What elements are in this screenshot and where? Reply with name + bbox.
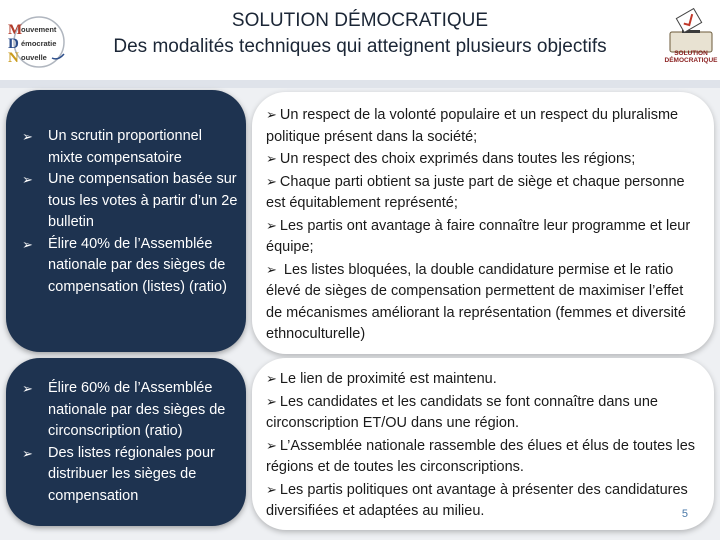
bullet-arrow-icon: ➢ xyxy=(22,381,33,396)
list-item xyxy=(266,171,702,215)
list-item xyxy=(266,435,702,479)
logo-line-1: ouvement xyxy=(21,25,57,34)
header-divider xyxy=(0,80,720,88)
solution-democratique-logo-label xyxy=(664,50,718,64)
list-item xyxy=(266,104,702,148)
bullet-arrow-icon: ➢ xyxy=(266,151,277,166)
list-item-text: Élire 60% de l’Assemblée nationale par des sièges de circonscription (ratio) xyxy=(48,380,226,439)
list-item-text: Le lien de proximité est maintenu. xyxy=(279,371,497,387)
list-item xyxy=(266,148,702,171)
bullet-arrow-icon: ➢ xyxy=(266,481,277,497)
list-item-text: L’Assemblée nationale rassemble des élues et élus de toutes les régions et de toutes les circonscriptions. xyxy=(266,437,696,475)
list-item-text: Élire 40% de l’Assemblée nationale par des sièges de compensation (listes) (ratio) xyxy=(48,235,227,295)
box-bottom-right xyxy=(252,358,714,530)
slide-header xyxy=(0,0,720,80)
list-item xyxy=(266,215,702,259)
list-item xyxy=(266,368,702,391)
list-item-text: Les partis politiques ont avantage à présenter des candidatures diversifiées et adaptées au milieu. xyxy=(266,481,688,519)
list-item xyxy=(266,479,702,523)
bullet-arrow-icon: ➢ xyxy=(266,173,277,189)
bullet-arrow-icon: ➢ xyxy=(22,236,33,252)
logo-right-line-2: DÉMOCRATIQUE xyxy=(664,57,718,64)
bullet-arrow-icon: ➢ xyxy=(22,445,33,461)
bullet-arrow-icon: ➢ xyxy=(266,371,277,386)
logo-line-2: émocratie xyxy=(21,39,57,48)
top-right-list xyxy=(266,104,702,346)
logo-line-3: ouvelle xyxy=(21,53,47,62)
list-item-text: Des listes régionales pour distribuer les sièges de compensation xyxy=(48,444,215,504)
logo-initial-n: N xyxy=(8,50,19,66)
bullet-arrow-icon: ➢ xyxy=(266,261,277,277)
logo-initial-m: M xyxy=(8,22,23,38)
list-item-text: Un respect de la volonté populaire et un respect du pluralisme politique présent dans la société; xyxy=(266,107,679,145)
list-item-text: Un scrutin proportionnel mixte compensatoire xyxy=(48,128,202,166)
list-item xyxy=(18,234,240,299)
list-item xyxy=(18,126,240,169)
bullet-arrow-icon: ➢ xyxy=(266,107,277,122)
bullet-arrow-icon: ➢ xyxy=(22,129,33,144)
list-item xyxy=(18,169,240,234)
bullet-arrow-icon: ➢ xyxy=(266,217,277,233)
list-item-text: Une compensation basée sur tous les votes à partir d’un 2e bulletin xyxy=(48,171,238,230)
bullet-arrow-icon: ➢ xyxy=(266,393,277,409)
slide-subtitle: Des modalités techniques qui atteignent plusieurs objectifs xyxy=(113,36,607,57)
box-top-right xyxy=(252,92,714,354)
slide-title: SOLUTION DÉMOCRATIQUE xyxy=(231,10,489,31)
bottom-left-list xyxy=(18,378,240,507)
list-item-text: Chaque parti obtient sa juste part de siège et chaque personne est équitablement représenté; xyxy=(266,173,685,211)
list-item-text: Un respect des choix exprimés dans toutes les régions; xyxy=(279,151,636,167)
box-bottom-left xyxy=(6,358,246,526)
list-item-text: Les candidates et les candidats se font connaître dans une circonscription ET/OU dans une région. xyxy=(266,393,658,431)
page-number: 5 xyxy=(681,508,688,520)
bottom-right-list xyxy=(266,368,702,523)
list-item xyxy=(266,259,702,346)
top-left-list xyxy=(18,126,240,298)
list-item xyxy=(266,391,702,435)
bullet-arrow-icon: ➢ xyxy=(266,437,277,453)
list-item xyxy=(18,378,240,443)
solution-democratique-ballot-logo xyxy=(664,4,718,76)
bullet-arrow-icon: ➢ xyxy=(22,172,33,187)
list-item-text: Les listes bloquées, la double candidature permise et le ratio élevé de sièges de compensation permettent de maximiser l’effet de mécanismes améliorant la représentation (femmes et diversité ethnoculturelle) xyxy=(266,261,686,342)
logo-right-line-1: SOLUTION xyxy=(674,50,708,57)
list-item xyxy=(18,443,240,508)
logo-initial-d: D xyxy=(8,36,19,52)
box-top-left xyxy=(6,90,246,352)
list-item-text: Les partis ont avantage à faire connaître leur programme et leur équipe; xyxy=(266,217,691,255)
